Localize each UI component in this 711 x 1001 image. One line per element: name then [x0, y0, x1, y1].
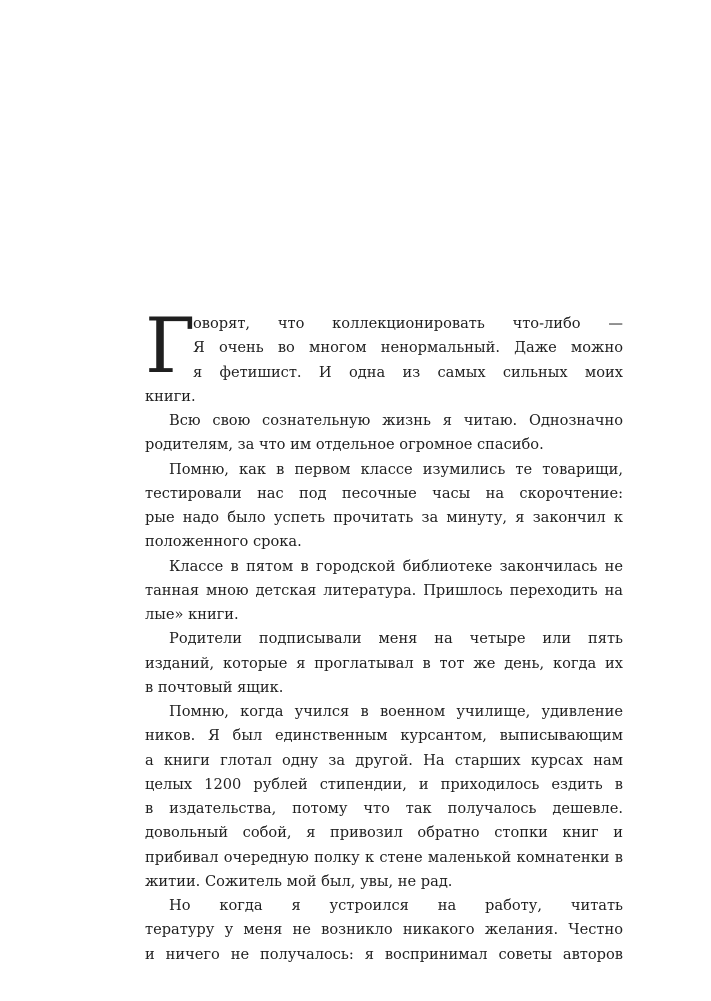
text-line: Помню, когда учился в военном училище, удивление [169, 703, 623, 720]
text-line: изданий, которые я проглатывал в тот же день, когда их [145, 654, 623, 672]
text-line: целых 1200 рублей стипендии, и приходилось ездить в [145, 775, 623, 793]
paragraph-1 [145, 301, 623, 409]
text-line: положенного срока. [145, 533, 302, 551]
text-line: рые надо было успеть прочитать за минуту, я закончил к [145, 509, 623, 526]
paragraph-7 [145, 894, 623, 967]
paragraph-2 [145, 409, 623, 458]
body-text [145, 301, 623, 967]
text-line: тестировали нас под песочные часы на скорочтение: [145, 484, 623, 502]
text-line: и ничего не получалось: я воспринимал советы авторов [145, 945, 623, 963]
paragraph-3 [145, 458, 623, 555]
text-line: довольный собой, я привозил обратно стопки книг и [145, 824, 623, 842]
text-line: в издательства, потому что так получалось дешевле. [145, 800, 623, 817]
drop-cap: Г [145, 301, 196, 390]
text-line: книги. [145, 387, 196, 405]
text-line: а книги глотал одну за другой. На старших курсах нам [145, 751, 623, 769]
text-line: родителям, за что им отдельное огромное спасибо. [145, 436, 544, 454]
text-line: лые» книги. [145, 606, 239, 623]
text-line: я фетишист. И одна из самых сильных моих [193, 363, 623, 381]
text-line: Помню, как в первом классе изумились те товарищи, [169, 460, 623, 478]
paragraph-4 [145, 555, 623, 628]
text-line: тературу у меня не возникло никакого желания. Честно [145, 921, 623, 939]
text-line: прибивал очередную полку к стене маленькой комнатенки в [145, 848, 623, 866]
text-line: Классе в пятом в городской библиотеке закончилась не [169, 557, 623, 575]
text-line: Но когда я устроился на работу, читать [169, 897, 623, 914]
paragraph-5 [145, 627, 623, 700]
text-line: ников. Я был единственным курсантом, выписывающим [145, 727, 623, 745]
text-line: Всю свою сознательную жизнь я читаю. Однозначно [169, 412, 623, 429]
paragraph-6 [145, 700, 623, 894]
text-line: в почтовый ящик. [145, 678, 284, 696]
text-line: Родители подписывали меня на четыре или пять [169, 630, 623, 648]
text-line: танная мною детская литература. Пришлось переходить на [145, 581, 623, 599]
text-line: житии. Сожитель мой был, увы, не рад. [145, 872, 453, 890]
text-line: Я очень во многом ненормальный. Даже можно [193, 339, 623, 357]
text-line: оворят, что коллекционировать что-либо — [193, 315, 623, 332]
